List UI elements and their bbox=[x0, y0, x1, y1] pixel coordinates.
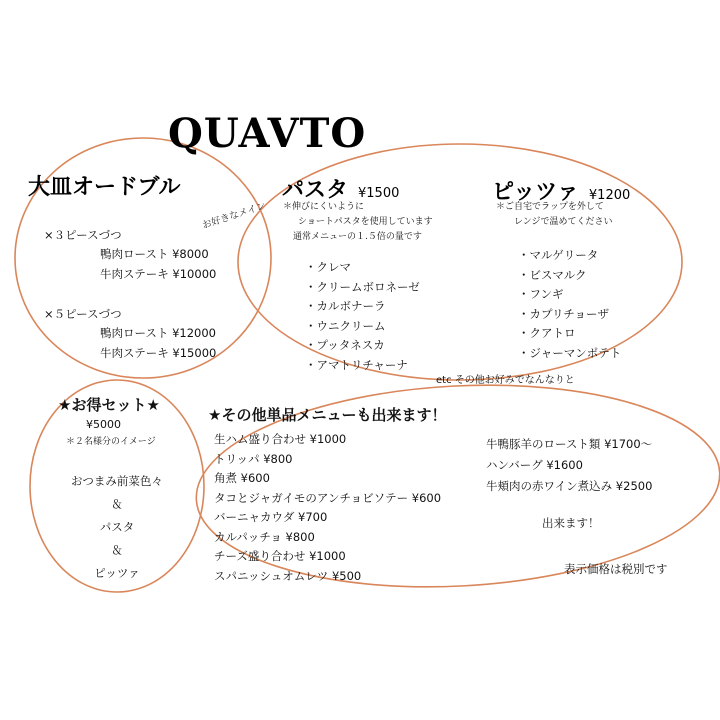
others-item: チーズ盛り合わせ ¥1000 bbox=[214, 549, 346, 563]
others-right-list bbox=[486, 434, 652, 497]
pizza-heading: ピッツァ bbox=[492, 180, 579, 205]
others-item: ハンバーグ ¥1600 bbox=[486, 458, 583, 472]
pizza-price: ¥1200 bbox=[588, 188, 631, 203]
pizza-item: ・クアトロ bbox=[518, 326, 576, 340]
pasta-note: 通常メニューの１.５倍の量です bbox=[293, 232, 422, 242]
deal-lines bbox=[50, 470, 184, 585]
platter-side-note: お好きなメイン bbox=[200, 200, 268, 232]
others-heading: ★その他単品メニューも出来ます！ bbox=[208, 406, 447, 424]
pizza-item: ・ジャーマンポテト bbox=[518, 345, 622, 360]
deal-line: パスタ bbox=[99, 520, 135, 534]
deal-line: ピッツァ bbox=[94, 566, 140, 580]
others-item: スパニッシュオムレツ ¥500 bbox=[214, 568, 362, 583]
platter-set5-item: 鴨肉ロースト ¥12000 bbox=[100, 326, 216, 340]
deal-line: おつまみ前菜色々 bbox=[71, 474, 163, 488]
deal-note: ＊２名様分のイメージ bbox=[66, 437, 156, 447]
others-item: バーニャカウダ ¥700 bbox=[214, 510, 328, 524]
pasta-price: ¥1500 bbox=[358, 186, 400, 201]
pasta-list bbox=[305, 258, 420, 375]
others-item: 角煮 ¥600 bbox=[214, 471, 270, 485]
pasta-item: ・カルボナーラ bbox=[305, 299, 386, 313]
pasta-note: ショートパスタを使用しています bbox=[298, 217, 433, 227]
pizza-item: ・マルゲリータ bbox=[518, 248, 599, 262]
deal-heading: ★お得セット★ bbox=[58, 396, 160, 414]
platter-set3-item: 鴨肉ロースト ¥8000 bbox=[100, 247, 209, 261]
pasta-item: ・アマトリチャーナ bbox=[305, 357, 408, 372]
others-item: タコとジャガイモのアンチョビソテー ¥600 bbox=[214, 490, 442, 505]
pizza-note: レンジで温めてください bbox=[514, 217, 613, 227]
pasta-item: ・クレマ bbox=[305, 260, 351, 274]
pizza-list bbox=[518, 246, 621, 363]
pasta-heading-row bbox=[282, 173, 399, 204]
pizza-note: ＊ご自宅でラップを外して bbox=[496, 202, 604, 212]
pasta-item: ・ウニクリーム bbox=[305, 318, 386, 333]
pasta-item: ・クリームボロネーゼ bbox=[305, 279, 420, 294]
pizza-item: ・カプリチョーザ bbox=[518, 306, 609, 321]
pizza-item: ・ビスマルク bbox=[518, 267, 587, 282]
platter-heading: 大皿オードブル bbox=[28, 175, 181, 200]
others-item: トリッパ ¥800 bbox=[214, 451, 293, 466]
others-item: 生ハム盛り合わせ ¥1000 bbox=[214, 432, 347, 446]
pasta-note: ＊伸びにくいように bbox=[283, 202, 365, 212]
others-item: 牛鴨豚羊のロースト類 ¥1700〜 bbox=[486, 437, 653, 451]
pasta-etc-note: etc その他お好みでなんなりと bbox=[436, 375, 575, 386]
others-left-list bbox=[214, 430, 441, 586]
platter-set3-item: 牛肉ステーキ ¥10000 bbox=[100, 267, 217, 281]
tax-note: 表示価格は税別です bbox=[564, 562, 668, 576]
others-item: カルパッチョ ¥800 bbox=[214, 529, 315, 544]
deal-price: ¥5000 bbox=[86, 418, 121, 431]
others-right-footer: 出来ます！ bbox=[542, 516, 600, 530]
pizza-item: ・フンギ bbox=[518, 287, 564, 301]
platter-set3-label: ×３ピースづつ bbox=[44, 228, 122, 242]
pasta-heading: パスタ bbox=[282, 178, 349, 203]
platter-set5-item: 牛肉ステーキ ¥15000 bbox=[100, 346, 217, 360]
others-item: 牛頬肉の赤ワイン煮込み ¥2500 bbox=[486, 479, 653, 493]
deal-line: ＆ bbox=[111, 497, 123, 511]
platter-set5-label: ×５ピースづつ bbox=[44, 307, 122, 321]
restaurant-title: QUAVTO bbox=[168, 110, 367, 157]
deal-line: ＆ bbox=[111, 543, 123, 557]
pasta-item: ・プッタネスカ bbox=[305, 338, 385, 352]
